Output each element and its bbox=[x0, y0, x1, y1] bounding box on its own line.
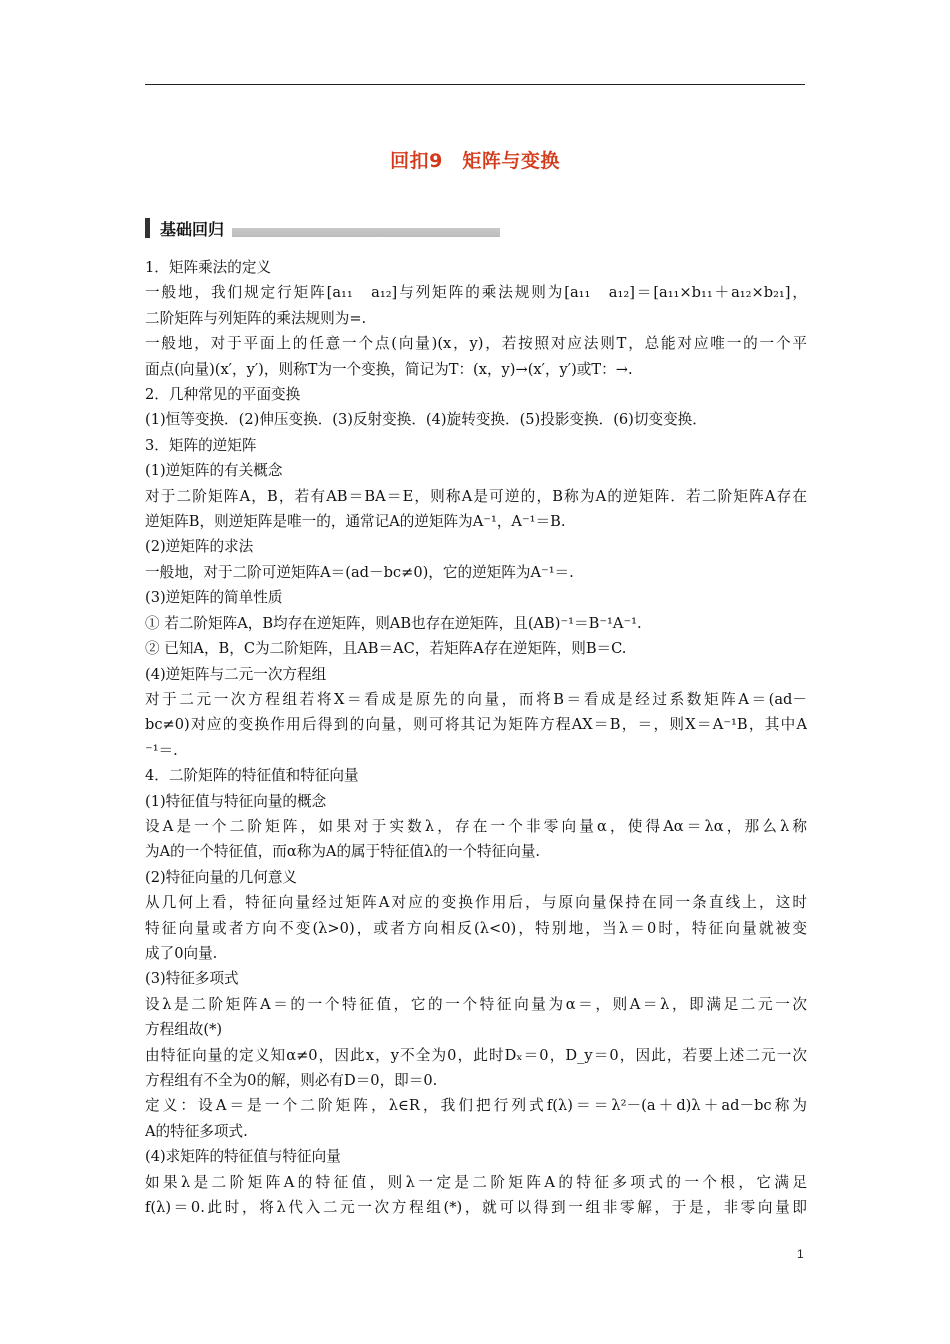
header-rule bbox=[145, 84, 805, 85]
text-line: 3．矩阵的逆矩阵 bbox=[145, 436, 257, 454]
text-line: 对于二阶矩阵A，B，若有AB＝BA＝E，则称A是可逆的，B称为A的逆矩阵．若二阶矩阵A存在 bbox=[145, 487, 807, 505]
text-line: 面点(向量)(x′，y′)，则称T为一个变换，简记为T：(x，y)→(x′，y′)或T：→. bbox=[145, 360, 633, 378]
text-line: (1)特征值与特征向量的概念 bbox=[145, 792, 327, 810]
text-line: bc≠0)对应的变换作用后得到的向量，则可将其记为矩阵方程AX＝B，＝，则X＝A⁻¹B，其中A bbox=[145, 716, 807, 734]
text-line: 设λ是二阶矩阵A＝的一个特征值，它的一个特征向量为α＝，则A＝λ，即满足二元一次 bbox=[145, 995, 807, 1013]
section-heading bbox=[145, 217, 500, 239]
text-line: 1．矩阵乘法的定义 bbox=[145, 259, 272, 276]
section-label: 基础回归 bbox=[160, 219, 225, 239]
text-line: ⁻¹＝. bbox=[145, 741, 178, 759]
text-line: 逆矩阵B，则逆矩阵是唯一的，通常记A的逆矩阵为A⁻¹，A⁻¹＝B. bbox=[145, 513, 566, 531]
text-line: (2)逆矩阵的求法 bbox=[145, 538, 254, 556]
text-line: f(λ)＝0.此时，将λ代入二元一次方程组(*)，就可以得到一组非零解，于是，非零向量即 bbox=[145, 1199, 807, 1217]
text-line: 一般地，对于平面上的任意一个点(向量)(x，y)，若按照对应法则T，总能对应唯一的一个平 bbox=[145, 335, 807, 353]
text-line: (3)逆矩阵的简单性质 bbox=[145, 589, 283, 607]
text-line: ① 若二阶矩阵A，B均存在逆矩阵，则AB也存在逆矩阵，且(AB)⁻¹＝B⁻¹A⁻¹. bbox=[145, 614, 642, 632]
text-line: (4)求矩阵的特征值与特征向量 bbox=[145, 1148, 341, 1166]
text-line: 如果λ是二阶矩阵A的特征值，则λ一定是二阶矩阵A的特征多项式的一个根，它满足 bbox=[145, 1173, 807, 1191]
page-title: 回扣9 矩阵与变换 bbox=[390, 150, 560, 172]
text-line: ② 已知A，B，C为二阶矩阵，且AB＝AC，若矩阵A存在逆矩阵，则B＝C. bbox=[145, 640, 627, 658]
text-line: (2)特征向量的几何意义 bbox=[145, 868, 298, 886]
text-line: 特征向量或者方向不变(λ>0)，或者方向相反(λ<0)，特别地，当λ＝0时，特征向量就被变 bbox=[145, 919, 807, 937]
text-line: 2．几种常见的平面变换 bbox=[145, 386, 301, 404]
text-line: A的特征多项式. bbox=[145, 1122, 248, 1140]
text-line: 从几何上看，特征向量经过矩阵A对应的变换作用后，与原向量保持在同一条直线上，这时 bbox=[145, 894, 807, 912]
page-number: 1 bbox=[797, 1247, 804, 1261]
text-line: 为A的一个特征值，而α称为A的属于特征值λ的一个特征向量. bbox=[145, 843, 541, 861]
text-line: 一般地，我们规定行矩阵[a₁₁ a₁₂]与列矩阵的乘法规则为[a₁₁ a₁₂]＝[a₁₁×b₁₁＋a₁₂×b₂₁]， bbox=[145, 284, 807, 302]
section-marker bbox=[145, 218, 150, 238]
section-bar bbox=[232, 228, 500, 237]
text-line: 二阶矩阵与列矩阵的乘法规则为=. bbox=[145, 309, 367, 327]
text-line: (4)逆矩阵与二元一次方程组 bbox=[145, 665, 327, 683]
text-line: 方程组故(*) bbox=[145, 1021, 223, 1039]
text-line: 定义：设A＝是一个二阶矩阵，λ∈R，我们把行列式f(λ)＝＝λ²－(a＋d)λ＋ad－bc称为 bbox=[145, 1097, 807, 1115]
text-line: 设A是一个二阶矩阵，如果对于实数λ，存在一个非零向量α，使得Aα＝λα，那么λ称 bbox=[145, 817, 807, 835]
text-line: (1)恒等变换．(2)伸压变换．(3)反射变换．(4)旋转变换．(5)投影变换．(6)切变变换． bbox=[145, 411, 707, 429]
text-line: 成了0向量. bbox=[145, 944, 218, 962]
text-line: (3)特征多项式 bbox=[145, 970, 239, 988]
text-line: 4．二阶矩阵的特征值和特征向量 bbox=[145, 767, 359, 785]
text-line: 由特征向量的定义知α≠0，因此x，y不全为0，此时Dₓ＝0，D_y＝0，因此，若要上述二元一次 bbox=[145, 1046, 807, 1064]
text-line: (1)逆矩阵的有关概念 bbox=[145, 462, 283, 480]
text-line: 对于二元一次方程组若将X＝看成是原先的向量，而将B＝看成是经过系数矩阵A＝(ad－ bbox=[145, 690, 807, 708]
text-line: 方程组有不全为0的解，则必有D＝0，即＝0. bbox=[145, 1072, 438, 1089]
body-text bbox=[145, 255, 807, 1220]
text-line: 一般地，对于二阶可逆矩阵A＝(ad－bc≠0)，它的逆矩阵为A⁻¹＝. bbox=[145, 563, 574, 581]
